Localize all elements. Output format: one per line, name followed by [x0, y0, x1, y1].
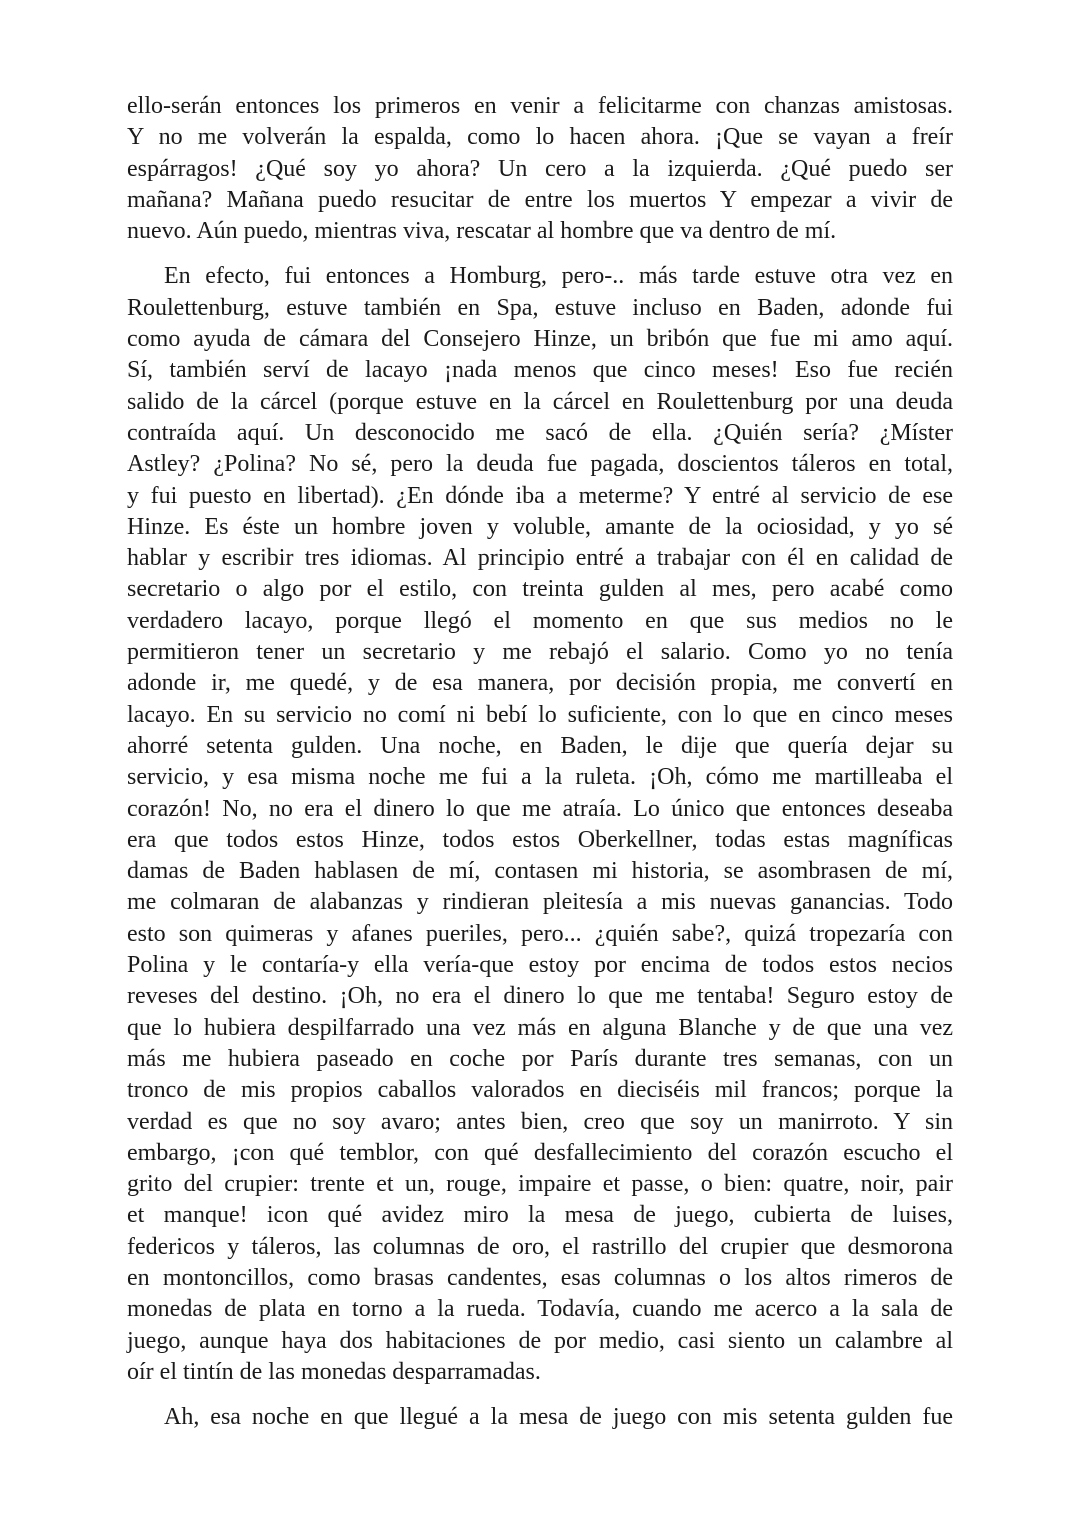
paragraph	[127, 1402, 953, 1433]
text-line: reveses del destino. ¡Oh, no era el dinero lo que me tentaba! Seguro estoy de	[127, 983, 953, 1010]
text-line: Astley? ¿Polina? No sé, pero la deuda fue pagada, doscientos táleros en total,	[127, 451, 953, 478]
text-line: federicos y táleros, las columnas de oro, el rastrillo del crupier que desmorona	[127, 1233, 953, 1260]
text-line: como ayuda de cámara del Consejero Hinze, un bribón que fue mi amo aquí.	[127, 326, 953, 353]
text-line: y fui puesto en libertad). ¿En dónde iba a meterme? Y entré al servicio de ese	[127, 482, 953, 509]
text-line: me colmaran de alabanzas y rindieran pleitesía a mis nuevas ganancias. Todo	[127, 889, 953, 916]
text-line: juego, aunque haya dos habitaciones de por medio, casi siento un calambre al	[127, 1327, 953, 1354]
text-line: secretario o algo por el estilo, con treinta gulden al mes, pero acabé como	[127, 576, 953, 603]
text-line: Roulettenburg, estuve también en Spa, estuve incluso en Baden, adonde fui	[127, 294, 953, 321]
text-line: era que todos estos Hinze, todos estos Oberkellner, todas estas magníficas	[127, 826, 953, 853]
text-line: corazón! No, no era el dinero lo que me atraía. Lo único que entonces deseaba	[127, 795, 953, 822]
text-line: Y no me volverán la espalda, como lo hacen ahora. ¡Que se vayan a freír	[127, 124, 953, 151]
text-line: Ah, esa noche en que llegué a la mesa de juego con mis setenta gulden fue	[164, 1404, 953, 1431]
text-line: verdad es que no soy avaro; antes bien, creo que soy un manirroto. Y sin	[127, 1108, 953, 1135]
text-line: monedas de plata en torno a la rueda. Todavía, cuando me acerco a la sala de	[127, 1296, 953, 1323]
text-line: ahorré setenta gulden. Una noche, en Baden, le dije que quería dejar su	[127, 732, 953, 759]
text-line: que lo hubiera despilfarrado una vez más en alguna Blanche y de que una vez	[127, 1014, 953, 1041]
text-line: servicio, y esa misma noche me fui a la ruleta. ¡Oh, cómo me martilleaba el	[127, 764, 953, 791]
text-line: embargo, ¡con qué temblor, con qué desfallecimiento del corazón escucho el	[127, 1139, 953, 1166]
text-line: esto son quimeras y afanes pueriles, pero... ¿quién sabe?, quizá tropezaría con	[127, 920, 953, 947]
text-line: más me hubiera paseado en coche por París durante tres semanas, con un	[127, 1045, 953, 1072]
paragraph	[127, 261, 953, 1388]
text-line: Hinze. Es éste un hombre joven y voluble, amante de la ociosidad, y yo sé	[127, 513, 953, 540]
text-line: ello-serán entonces los primeros en venir a felicitarme con chanzas amistosas.	[127, 93, 953, 119]
text-line: mañana? Mañana puedo resucitar de entre los muertos Y empezar a vivir de	[127, 186, 953, 213]
text-line: Sí, también serví de lacayo ¡nada menos que cinco meses! Eso fue recién	[127, 357, 953, 384]
text-line: hablar y escribir tres idiomas. Al principio entré a trabajar con él en calidad de	[127, 545, 953, 572]
text-line: permitieron tener un secretario y me rebajó el salario. Como yo no tenía	[127, 639, 953, 666]
text-line: Polina y le contaría-y ella vería-que estoy por encima de todos estos necios	[127, 952, 953, 979]
text-line: en montoncillos, como brasas candentes, esas columnas o los altos rimeros de	[127, 1264, 953, 1291]
text-line: grito del crupier: trente et un, rouge, impaire et passe, o bien: quatre, noir, pair	[127, 1171, 953, 1198]
text-line: et manque! icon qué avidez miro la mesa de juego, cubierta de luises,	[127, 1202, 953, 1229]
text-line: contraída aquí. Un desconocido me sacó de ella. ¿Quién sería? ¿Míster	[127, 419, 953, 446]
text-line: tronco de mis propios caballos valorados en dieciséis mil francos; porque la	[127, 1077, 953, 1104]
text-line: oír el tintín de las monedas desparramadas.	[127, 1358, 541, 1385]
paragraph	[127, 91, 953, 247]
text-line: espárragos! ¿Qué soy yo ahora? Un cero a la izquierda. ¿Qué puedo ser	[127, 155, 953, 182]
text-line: En efecto, fui entonces a Homburg, pero-.. más tarde estuve otra vez en	[164, 263, 953, 290]
text-line: damas de Baden hablasen de mí, contasen mi historia, se asombrasen de mí,	[127, 858, 953, 885]
text-line: nuevo. Aún puedo, mientras viva, rescatar al hombre que va dentro de mí.	[127, 218, 837, 245]
document-page	[127, 91, 953, 1447]
text-line: verdadero lacayo, porque llegó el momento en que sus medios no le	[127, 607, 953, 634]
text-line: salido de la cárcel (porque estuve en la cárcel en Roulettenburg por una deuda	[127, 388, 953, 415]
text-line: lacayo. En su servicio no comí ni bebí lo suficiente, con lo que en cinco meses	[127, 701, 953, 728]
text-line: adonde ir, me quedé, y de esa manera, por decisión propia, me convertí en	[127, 670, 953, 697]
